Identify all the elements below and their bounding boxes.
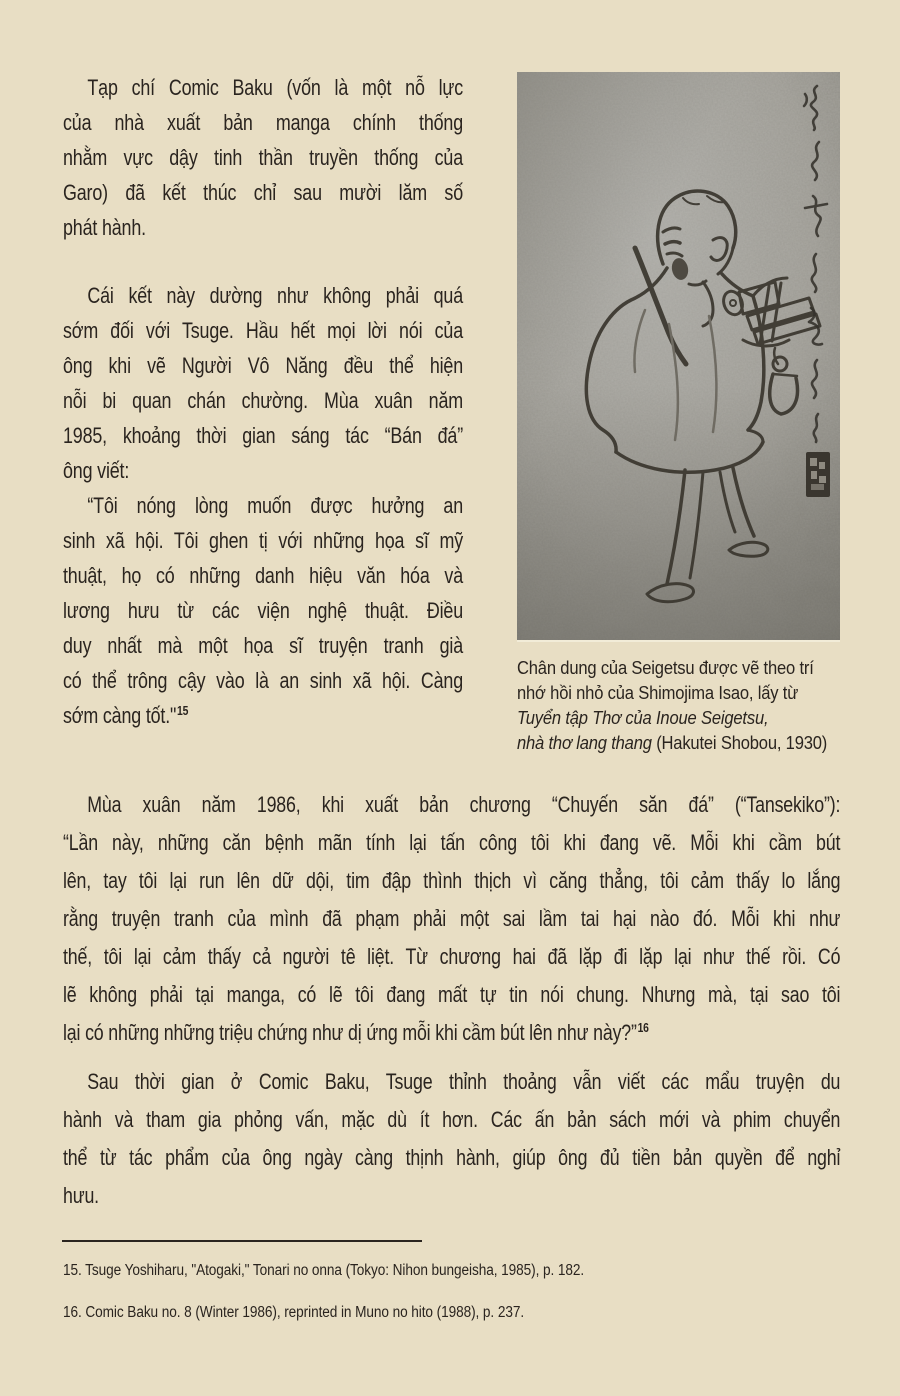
footnote-ref-16: 16 xyxy=(637,1019,649,1035)
text-line: nhằm vực dậy tinh thần truyền thống của xyxy=(63,145,463,170)
text-line: phát hành. xyxy=(63,215,146,240)
footnote-16: 16. Comic Baku no. 8 (Winter 1986), reprinted in Muno no hito (1988), p. 237. xyxy=(63,1304,525,1321)
paragraph-1 xyxy=(63,70,463,245)
text-line: lương hưu từ các viện nghệ thuật. Điều xyxy=(63,598,463,623)
text-line: Cái kết này dường như không phải quá xyxy=(87,283,463,308)
text-line: của nhà xuất bản manga chính thống xyxy=(63,110,463,135)
figure-caption xyxy=(517,655,852,755)
text-line: 1985, khoảng thời gian sáng tác “Bán đá” xyxy=(63,423,463,448)
footnote-divider xyxy=(62,1240,422,1242)
text-line: lẽ không phải tại manga, có lẽ tôi đang mất tự tin nói chung. Nhưng mà, tại sao tôi xyxy=(63,982,841,1007)
text-line: Garo) đã kết thúc chỉ sau mười lăm số xyxy=(63,180,463,205)
paragraph-3-quote xyxy=(63,488,463,733)
text-line: sớm đối với Tsuge. Hầu hết mọi lời nói của xyxy=(63,318,463,343)
text-line: thể từ tác phẩm của ông ngày càng thịnh hành, giúp ông đủ tiền bản quyền để nghỉ xyxy=(63,1145,841,1170)
text-line: sớm càng tốt."$^{15}$ xyxy=(63,702,189,728)
text-line: sinh xã hội. Tôi ghen tị với những họa sĩ mỹ xyxy=(63,528,463,553)
caption-line: nhà thơ lang thang (Hakutei Shobou, 1930) xyxy=(517,732,828,753)
paragraph-5 xyxy=(63,1063,840,1215)
text-line: có thể trông cậy vào là an sinh xã hội. Càng xyxy=(63,668,463,693)
text-line: Mùa xuân năm 1986, khi xuất bản chương “Chuyến săn đá” (“Tansekiko”): xyxy=(87,792,841,817)
caption-line: nhớ hồi nhỏ của Shimojima Isao, lấy từ xyxy=(517,682,799,703)
text-line: thuật, họ có những danh hiệu văn hóa và xyxy=(63,563,463,588)
text-line: “Lần này, những căn bệnh mãn tính lại tấn công tôi khi đang vẽ. Mỗi khi cầm bút xyxy=(63,830,841,855)
text-line: nỗi bi quan chán chường. Mùa xuân năm xyxy=(63,388,463,413)
text-line: “Tôi nóng lòng muốn được hưởng an xyxy=(87,493,463,518)
text-line: lên, tay tôi lại run lên dữ dội, tim đập thình thịch vì căng thẳng, tôi cảm thấy lo lắng xyxy=(63,868,841,893)
footnote-ref-15: 15 xyxy=(177,702,189,718)
signature-seal xyxy=(806,452,830,497)
text-line: duy nhất mà một họa sĩ truyện tranh già xyxy=(63,633,463,658)
seigetsu-sketch-image xyxy=(517,72,840,642)
text-line: Tạp chí Comic Baku (vốn là một nỗ lực xyxy=(87,75,463,100)
left-text-column xyxy=(63,70,463,733)
text-line: rằng truyện tranh của mình đã phạm phải một sai lầm tai hại nào đó. Mỗi khi như xyxy=(63,906,841,931)
text-line: ông khi vẽ Người Vô Năng đều thể hiện xyxy=(63,353,463,378)
text-line: hành và tham gia phỏng vấn, mặc dù ít hơn. Các ấn bản sách mới và phim chuyển xyxy=(63,1107,841,1132)
text-line: hưu. xyxy=(63,1183,99,1208)
text-line: thế, tôi lại cảm thấy cả người tê liệt. Từ chương hai đã lặp đi lặp lại như thế rồi. Có xyxy=(63,944,841,969)
caption-line: Tuyển tập Thơ của Inoue Seigetsu, xyxy=(517,707,769,728)
paragraph-2 xyxy=(63,278,463,488)
text-line: ông viết: xyxy=(63,458,130,483)
text-line: lại có những những triệu chứng như dị ứng mỗi khi cầm bút lên như này?”$^{16}$ xyxy=(63,1019,649,1045)
figure-column xyxy=(517,72,857,755)
caption-line: Chân dung của Seigetsu được vẽ theo trí xyxy=(517,657,814,678)
text-line: Sau thời gian ở Comic Baku, Tsuge thỉnh thoảng vẫn viết các mẩu truyện du xyxy=(87,1069,841,1094)
footnote-15: 15. Tsuge Yoshiharu, "Atogaki," Tonari no onna (Tokyo: Nihon bungeisha, 1985), p. 182. xyxy=(63,1262,585,1279)
paragraph-4 xyxy=(63,786,840,1052)
